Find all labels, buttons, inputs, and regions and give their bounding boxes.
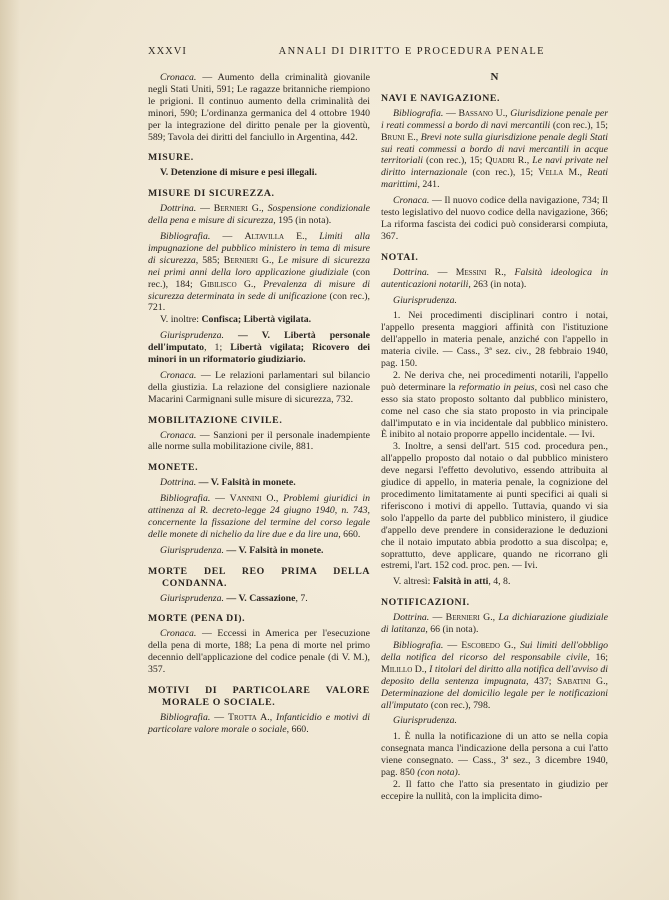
entry-misure xyxy=(148,152,370,179)
dottrina-paragraph: Dottrina. — Messini R., Falsità ideologica in autenticazioni notarili, 263 (in nota). xyxy=(381,266,608,290)
entry-morte-del-reo xyxy=(148,566,370,605)
entry-heading: MISURE. xyxy=(148,152,194,164)
numbered-paragraph: 2. Il fatto che l'atto sia presentato in giudizio per eccepire la nullità, con la implicita dimo- xyxy=(381,778,608,802)
entry-monete xyxy=(148,462,370,556)
entry-text: — Aumento della criminalità giovanile negli Stati Uniti, 591; Le ragazze britanniche riempiono le prigioni. Il continuo aumento della criminalità dei minori, 590; L'ordinanza germanica del 4 ottobre 1940 per la integrazione del diritto penale per la gioventù, 589; Tavola dei diritti del fanciullo in Argentina, 442. xyxy=(148,72,370,143)
section-label: Cronaca. xyxy=(160,72,197,83)
author-name: Bruni E. xyxy=(381,131,416,143)
dottrina-paragraph: Dottrina. — Bernieri G., La dichiarazione giudiziale di latitanza, 66 (in nota). xyxy=(381,612,608,636)
numbered-paragraph: 2. Ne deriva che, nei procedimenti notarili, l'appello può determinare la reformatio in peius, così nel caso che esso sia stato proposto soltanto dal pubblico ministero, come nel caso che sia stato proposto in via principale dall'imputato e in via incidentale dal pubblico ministero. È inibito al notaio proporre appello incidentale. — Ivi. xyxy=(381,369,608,441)
giurisprudenza-paragraph: Giurisprudenza. — V. Cassazione, 7. xyxy=(160,592,308,604)
author-name: Trotta A. xyxy=(228,711,270,723)
numbered-paragraph: 3. Inoltre, a sensi dell'art. 515 cod. procedura pen., all'appello proposto dal notaio o dal pubblico ministero deve negarsi l'effetto devolutivo, essendo attribuita al giudice di appello, in materia penale, la cognizione del procedimento limitatamente ai punti specifici ai quali si riferiscono i motivi di appello. Tuttavia, quando vi sia solo l'appello da parte del pubblico ministero, il giudice d'appello deve prendere in considerazione le deduzioni che il notaio imputato abbia prodotto a sua discolpa; e, soprattutto, deve applicare, quando ne ricorrano gli estremi, l'art. 152 cod. proc. pen. — Ivi. xyxy=(381,441,608,572)
entry-mobilitazione-civile xyxy=(148,415,370,454)
cronaca-paragraph: Cronaca. — Eccessi in America per l'esecuzione della pena di morte, 188; La pena di morte nel primo decennio dell'applicazione del codice penale (di V. M.), 357. xyxy=(148,628,370,676)
author-name: Bernieri G. xyxy=(213,203,262,215)
author-name: Messini R. xyxy=(455,266,504,278)
dottrina-paragraph: Dottrina. — V. Falsità in monete. xyxy=(160,477,296,489)
author-name: Bernieri G. xyxy=(223,254,272,266)
cross-reference: V. Detenzione di misure e pesi illegali. xyxy=(160,167,317,179)
page-edge-shadow xyxy=(0,0,20,900)
bibliografia-paragraph: Bibliografia. — Bassano U., Giurisdizione penale per i reati commessi a bordo di navi mercantili (con rec.), 15; Bruni E., Brevi note sulla giurisdizione penale degli Stati sui reati commessi a bordo di navi mercantili in acque territoriali (con rec.), 15; Quadri R., Le navi private nel diritto internazionale (con rec.), 15; Vella M., Reati marittimi, 241. xyxy=(381,107,609,191)
running-head xyxy=(148,46,629,57)
dottrina-paragraph: Dottrina. — Bernieri G., Sospensione condizionale della pena e misure di sicurezza, 195 (in nota). xyxy=(148,203,370,227)
cross-reference: V. altresì: Falsità in atti, 4, 8. xyxy=(393,576,511,588)
right-column xyxy=(381,72,608,803)
author-name: Milillo D. xyxy=(381,663,425,675)
entry-morte-pena xyxy=(148,613,370,676)
bibliografia-paragraph: Bibliografia. — Altavilla E., Limiti alla impugnazione del pubblico ministero in tema di misure di sicurezza, 585; Bernieri G., Le misure di sicurezza nei primi anni della loro applicazione giudiziale (con rec.), 184; Gibilisco G., Prevalenza di misure di sicurezza determinata in sede di unificazione (con rec.), 721. xyxy=(148,230,371,314)
entry-heading: NOTIFICAZIONI. xyxy=(381,597,470,609)
entry-notificazioni xyxy=(381,597,608,803)
journal-title: ANNALI DI DIRITTO E PROCEDURA PENALE xyxy=(278,46,545,57)
section-letter: N xyxy=(490,71,499,83)
author-name: Escobedo G. xyxy=(461,639,514,651)
entry-heading: MONETE. xyxy=(148,462,199,474)
bibliografia-paragraph: Bibliografia. — Escobedo G., Sui limiti dell'obbligo della notifica del ricorso del responsabile civile, 16; Milillo D., I titolari del diritto alla notifica dell'avviso di deposito della sentenza impugnata, 437; Sabatini G., Determinazione del domicilio legale per le notificazioni all'imputato (con rec.), 798. xyxy=(381,639,608,711)
cronaca-paragraph: Cronaca. — Le relazioni parlamentari sul bilancio della giustizia. La relazione del consigliere nazionale Macarini Carmignani sulle misure di sicurezza, 732. xyxy=(148,369,370,405)
entry-misure-di-sicurezza xyxy=(148,188,370,405)
left-column xyxy=(148,72,370,736)
author-name: Gibilisco G. xyxy=(200,278,254,290)
author-name: Altavilla E. xyxy=(244,230,305,242)
author-name: Bassano U. xyxy=(458,107,506,119)
giurisprudenza-paragraph: Giurisprudenza. — V. Libertà personale dell'imputato, 1; Libertà vigilata; Ricovero dei minori in un riformatorio giudiziario. xyxy=(148,330,371,366)
author-name: Bernieri G. xyxy=(445,612,493,624)
entry-heading: MISURE DI SICUREZZA. xyxy=(148,188,275,200)
author-name: Vannini O. xyxy=(229,493,276,505)
entry-heading: MOBILITAZIONE CIVILE. xyxy=(148,414,283,426)
giurisprudenza-label: Giurisprudenza. xyxy=(393,294,457,306)
entry-heading: MORTE (PENA DI). xyxy=(148,613,246,625)
cross-reference: V. inoltre: Confisca; Libertà vigilata. xyxy=(160,314,312,326)
numbered-paragraph: 1. Nei procedimenti disciplinari contro i notai, l'appello presenta maggiori affinità con l'istituzione dell'appello in materia penale, anziché con l'appello in materia civile. — Cass., 3ª sez. civ., 28 febbraio 1940, pag. 150. xyxy=(381,310,608,370)
giurisprudenza-label: Giurisprudenza. xyxy=(393,715,457,727)
cronaca-paragraph: Cronaca. — Il nuovo codice della navigazione, 734; Il testo legislativo del nuovo codice della navigazione, 366; La riforma fascista dei codici può considerarsi compiuta, 367. xyxy=(381,195,608,242)
entry-heading: NAVI E NAVIGAZIONE. xyxy=(381,92,501,104)
entry-heading: MOTIVI DI PARTICOLARE VALORE MORALE O SOCIALE. xyxy=(148,684,370,708)
entry-heading: MORTE DEL REO PRIMA DELLA CONDANNA. xyxy=(148,565,370,589)
entry-cronaca-continued xyxy=(148,72,370,143)
cronaca-paragraph: Cronaca. — Sanzioni per il personale inadempiente alle norme sulla mobilitazione civile, 881. xyxy=(148,429,370,453)
author-name: Vella M. xyxy=(538,167,580,179)
entry-navi xyxy=(381,93,608,243)
entry-notai xyxy=(381,252,608,588)
page-folio: XXXVI xyxy=(148,46,187,57)
entry-heading: NOTAI. xyxy=(381,251,419,263)
giurisprudenza-paragraph: Giurisprudenza. — V. Falsità in monete. xyxy=(160,544,324,556)
bibliografia-paragraph: Bibliografia. — Vannini O., Problemi giuridici in attinenza al R. decreto-legge 24 giugno 1940, n. 743, concernente la fissazione del termine del corso legale delle monete di nichelio da lire due e da lire una, 660. xyxy=(148,493,371,540)
numbered-paragraph: 1. È nulla la notificazione di un atto se nella copia consegnata manca l'indicazione della persona a cui l'atto viene consegnato. — Cass., 3ª sez., 3 dicembre 1940, pag. 850 (con nota). xyxy=(381,731,608,779)
author-name: Sabatini G. xyxy=(557,675,606,687)
entry-motivi xyxy=(148,685,370,736)
bibliografia-paragraph: Bibliografia. — Trotta A., Infanticidio e motivi di particolare valore morale o sociale, 660. xyxy=(148,711,370,735)
author-name: Quadri R. xyxy=(485,155,527,167)
